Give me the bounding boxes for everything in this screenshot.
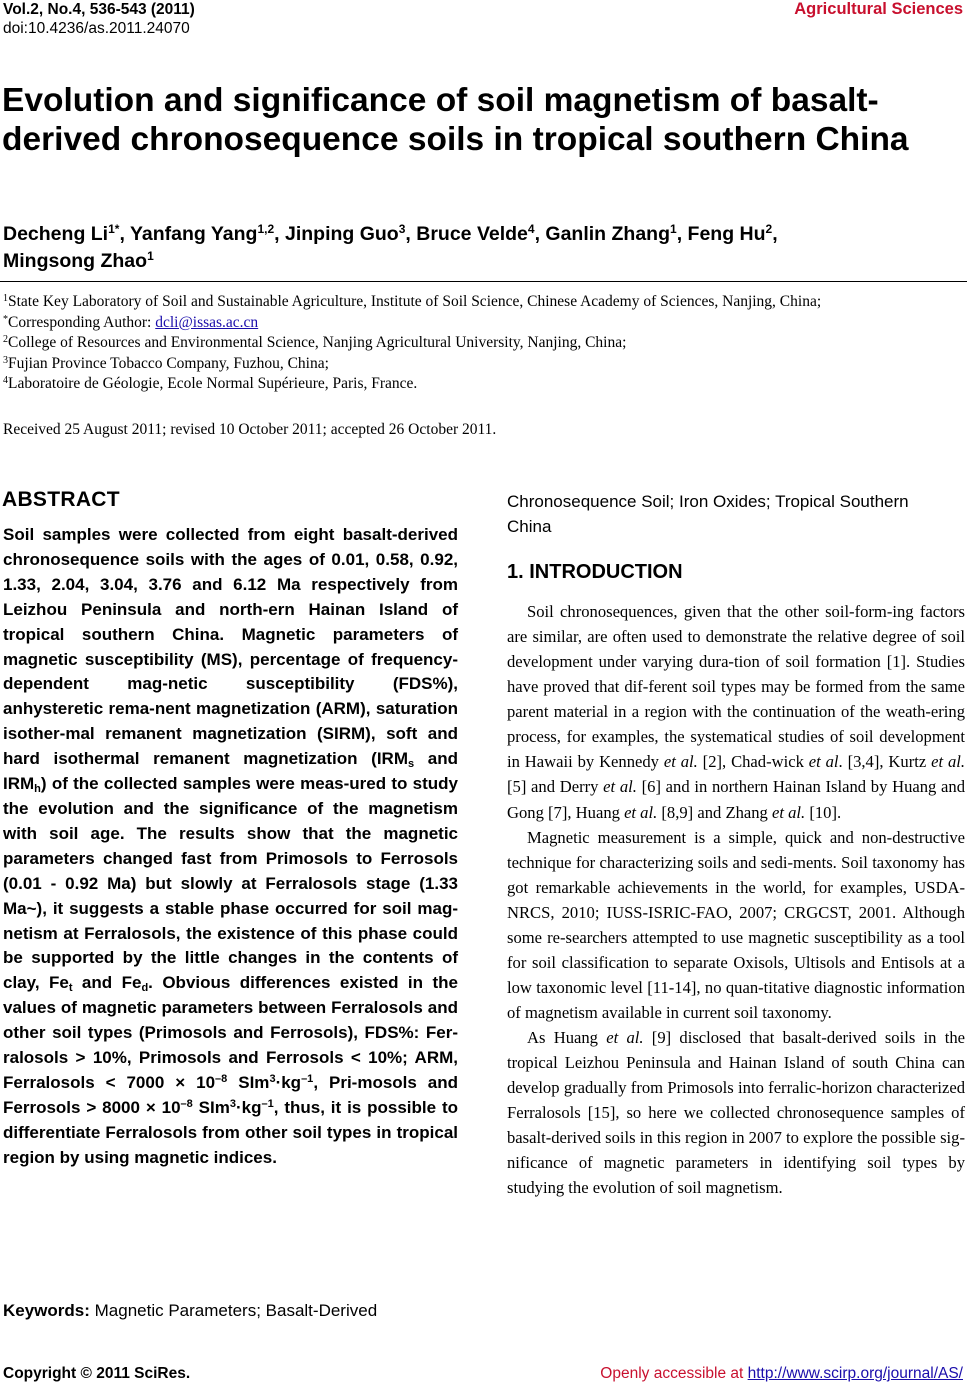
author-affiliation-mark: 2	[765, 222, 773, 236]
author: Feng Hu	[687, 223, 766, 245]
affiliation: $^2$College of Resources and Environmental Science, Nanjing Agricultural University, Nanjing, China;	[3, 334, 627, 351]
paper-title: Evolution and significance of soil magnetism of basalt-derived chronosequence soils in tropical southern China	[2, 82, 909, 158]
introduction-body	[507, 599, 965, 1201]
author: Ganlin Zhang	[545, 223, 671, 245]
author-affiliation-mark: 1	[670, 222, 677, 236]
paragraph: As Huang et al. [9] disclosed that basalt-derived soils in the tropical Leizhou Peninsula and Hainan Island of south China can develop gradually from Primosols into ferralic-horizon characterized Ferralosols [15], so here we collected chronosequence samples of basalt-derived soils in this region in 2007 to explore the possible sig-nificance of magnetic parameters in identifying soil types by studying the evolution of soil magnetism.	[507, 1028, 965, 1198]
paragraph: Soil chronosequences, given that the other soil-form-ing factors are similar, are often used to demonstrate the relative degree of soil development under varying dura-tion of soil formation [1]. Studies have proved that dif-ferent soil types may be formed from the same parent material in a region with the continuation of the weath-ering process, for examples, the systematical studies of soil development in Hawaii by Kennedy et al. [2], Chad-wick et al. [3,4], Kurtz et al. [5] and Derry et al. [6] and in northern Hainan Island by Huang and Gong [7], Huang et al. [8,9] and Zhang et al. [10].	[507, 602, 966, 822]
keywords-continued: Chronosequence Soil; Iron Oxides; Tropical Southern China	[507, 492, 909, 536]
author-affiliation-mark: 1	[147, 249, 154, 263]
author: Jinping Guo	[284, 223, 399, 245]
open-access-note: Openly accessible at http://www.scirp.org/journal/AS/	[600, 1365, 963, 1382]
volume-info: Vol.2, No.4, 536-543 (2011)	[3, 1, 195, 18]
author-list: Decheng $Li^{1*}$, Yanfang Yang$^{1,2}$, Jinping Guo$^3$, Bruce Velde$^4$, Ganlin Zhang$^1$, Feng Hu$^2$, Mingsong Zhao$^1$	[3, 222, 778, 272]
keywords	[3, 1299, 458, 1324]
doi: doi:10.4236/as.2011.24070	[3, 20, 190, 37]
paragraph: Magnetic measurement is a simple, quick and non-destructive technique for characterizing soils and sedi-ments. Soil taxonomy has got remarkable achievements in the world, for examples, USDA-NRCS, 2010; IUSS-ISRIC-FAO, 2007; CRGCST, 2001. Although some re-searchers attempted to use magnetic susceptibility as a tool for soil classification to separate Oxisols, Ultisols and Entisols at a low taxonomic level [11-14], no quan-titative diagnostic information of magnetism available in current soil taxonomy.	[507, 827, 965, 1022]
abstract-heading: ABSTRACT	[2, 488, 120, 511]
affiliations	[3, 292, 963, 395]
affiliation: $^4$Laboratoire de Géologie, Ecole Normal Supérieure, Paris, France.	[3, 375, 418, 392]
author: Yanfang Yang	[129, 223, 258, 245]
keywords-label: Keywords:	[3, 1301, 90, 1320]
section-heading-introduction: 1. INTRODUCTION	[507, 561, 683, 583]
author: Mingsong Zhao	[3, 250, 148, 272]
abstract-text: Soil samples were collected from eight basalt-derived chronosequence soils with the ages of 0.01, 0.58, 0.92, 1.33, 2.04, 3.04, 3.76 and 6.12 Ma respectively from Leizhou Peninsula and north-ern Hainan Island of tropical southern China. Magnetic parameters of magnetic susceptibility (MS), percentage of frequency-dependent mag-netic susceptibility (FDS%), anhysteretic rema-nent magnetization (ARM), saturation isother-mal remanent magnetization (SIRM), soft and hard isothermal remanent magnetization ($IRM_s$ and $IRM_h$) of the collected samples were meas-ured to study the evolution and the significance of the magnetism with soil age. The results show that the magnetic parameters changed fast from Primosols to Ferrosols (0.01 - 0.92 Ma) but slowly at Ferralosols stage (1.33 Ma~), it suggests a stable phase occurred for soil mag-netism at Ferralosols, the existence of this phase could be supported by the little changes in the contents of clay, $Fe_t$ and $Fe_d$. Obvious differences existed in the values of magnetic parameters between Ferralosols and other soil types (Primosols and Ferrosols), FDS%: Fer-ralosols > 10%, Primosols and Ferrosols < 10%; ARM, Ferralosols < $7000 \times 10^{-8}$ $SIm^3\cdot kg^{-1}$, Pri-mosols and Ferrosols > $8000 \times 10^{-8}$ $SIm^3\cdot kg^{-1}$, thus, it is possible to differentiate Ferralosols from other soil types in tropical region by using magnetic indices.	[3, 525, 459, 1167]
author: Bruce Velde	[416, 223, 528, 245]
author-affiliation-mark: 1*	[108, 222, 120, 236]
author-affiliation-mark: 1,2	[257, 222, 275, 236]
email-link[interactable]: dcli@issas.ac.cn	[155, 313, 259, 331]
header-rule	[0, 281, 967, 282]
keywords-text: Magnetic Parameters; Basalt-Derived	[89, 1301, 378, 1320]
author: Decheng Li	[3, 223, 109, 245]
received-dates: Received 25 August 2011; revised 10 October 2011; accepted 26 October 2011.	[3, 421, 497, 438]
author-affiliation-mark: 3	[398, 222, 406, 236]
author-affiliation-mark: 4	[527, 222, 535, 236]
running-header	[3, 0, 195, 38]
copyright: Copyright © 2011 SciRes.	[3, 1365, 191, 1382]
journal-url-link[interactable]: http://www.scirp.org/journal/AS/	[747, 1365, 963, 1382]
affiliation: $^1$State Key Laboratory of Soil and Sustainable Agriculture, Institute of Soil Science, Chinese Academy of Sciences, Nanjing, China;	[3, 293, 822, 310]
journal-name: Agricultural Sciences	[794, 0, 963, 18]
affiliation: $^3$Fujian Province Tobacco Company, Fuzhou, China;	[3, 354, 329, 372]
corresponding-author: *Corresponding Author: dcli@issas.ac.cn	[3, 313, 259, 331]
